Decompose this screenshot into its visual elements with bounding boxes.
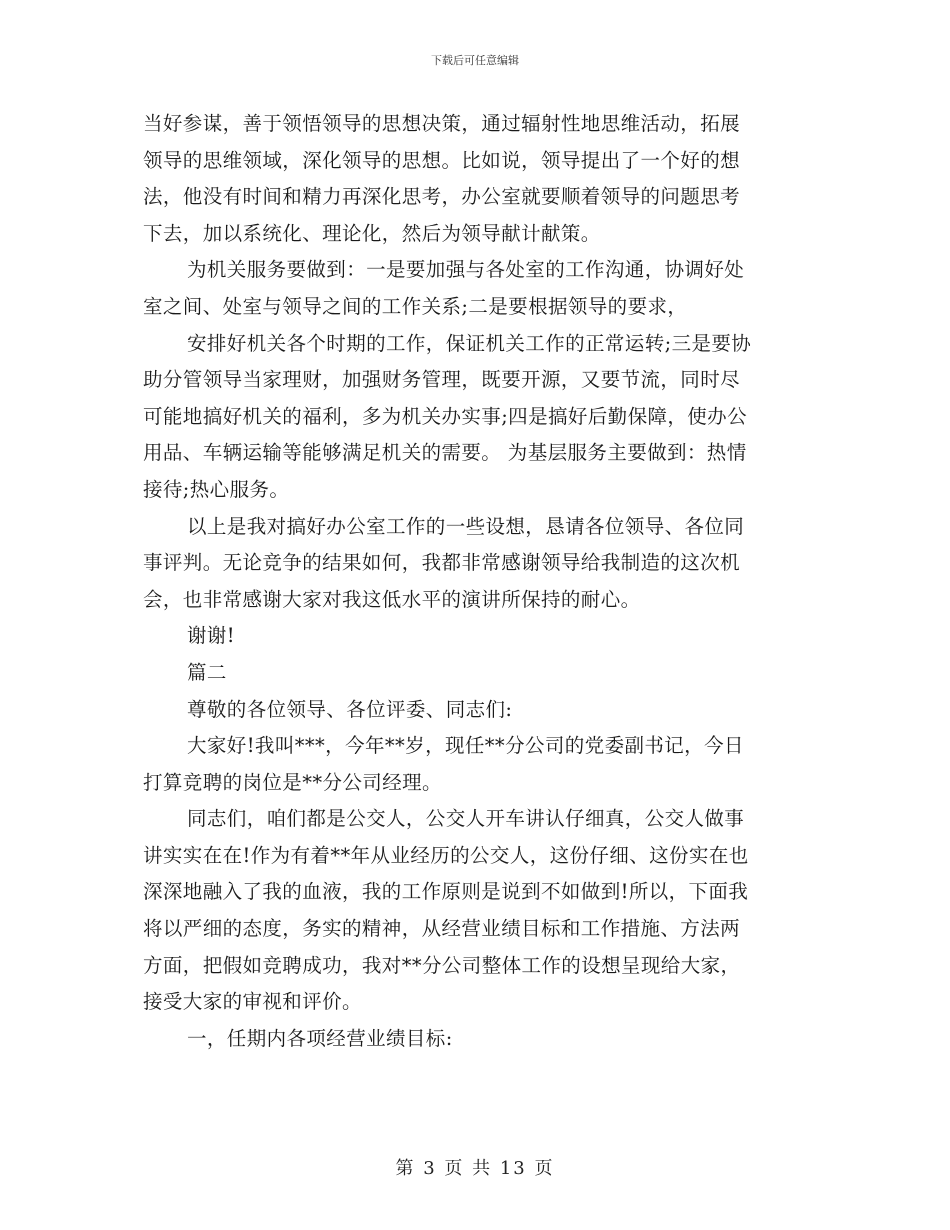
text-line: 助分管领导当家理财，加强财务管理，既要开源，又要节流，同时尽 [143, 368, 741, 392]
text-line: 接受大家的审视和评价。 [143, 990, 362, 1014]
text-line: 可能地搞好机关的福利，多为机关办实事;四是搞好后勤保障，使办公 [143, 404, 747, 428]
text-line: 篇二 [187, 660, 227, 684]
text-line: 尊敬的各位领导、各位评委、同志们: [187, 697, 513, 721]
text-line: 下去，加以系统化、理论化，然后为领导献计献策。 [143, 221, 601, 245]
document-body [143, 106, 807, 1057]
text-line: 用品、车辆运输等能够满足机关的需要。 为基层服务主要做到：热情 [143, 441, 747, 465]
text-line: 讲实实在在!作为有着**年从业经历的公交人，这份仔细、这份实在也 [143, 843, 749, 867]
text-line: 法，他没有时间和精力再深化思考，办公室就要顺着领导的问题思考 [143, 185, 741, 209]
text-line: 为机关服务要做到：一是要加强与各处室的工作沟通，协调好处 [187, 258, 745, 282]
text-line: 打算竞聘的岗位是**分公司经理。 [143, 770, 442, 794]
text-line: 安排好机关各个时期的工作，保证机关工作的正常运转;三是要协 [187, 331, 752, 355]
text-line: 大家好!我叫***，今年**岁，现任**分公司的党委副书记，今日 [187, 734, 744, 758]
text-line: 室之间、处室与领导之间的工作关系;二是要根据领导的要求， [143, 294, 688, 318]
text-line: 谢谢! [187, 624, 236, 648]
text-line: 以上是我对搞好办公室工作的一些设想，恳请各位领导、各位同 [187, 514, 745, 538]
text-line: 事评判。无论竞争的结果如何，我都非常感谢领导给我制造的这次机 [143, 551, 741, 575]
page-footer: 第 3 页 共 13 页 [395, 1158, 555, 1179]
text-line: 将以严细的态度，务实的精神，从经营业绩目标和工作措施、方法两 [143, 917, 741, 941]
text-line: 接待;热心服务。 [143, 477, 290, 501]
text-line: 领导的思维领域，深化领导的思想。比如说，领导提出了一个好的想 [143, 148, 741, 172]
text-line: 同志们，咱们都是公交人，公交人开车讲认仔细真，公交人做事 [187, 807, 745, 831]
page-header: 下载后可任意编辑 [431, 54, 519, 67]
text-line: 方面，把假如竞聘成功，我对**分公司整体工作的设想呈现给大家， [143, 953, 741, 977]
text-line: 深深地融入了我的血液，我的工作原则是说到不如做到!所以，下面我 [143, 880, 749, 904]
text-line: 当好参谋，善于领悟领导的思想决策，通过辐射性地思维活动，拓展 [143, 112, 741, 135]
text-line: 会，也非常感谢大家对我这低水平的演讲所保持的耐心。 [143, 587, 641, 611]
text-line: 一，任期内各项经营业绩目标: [187, 1026, 453, 1050]
